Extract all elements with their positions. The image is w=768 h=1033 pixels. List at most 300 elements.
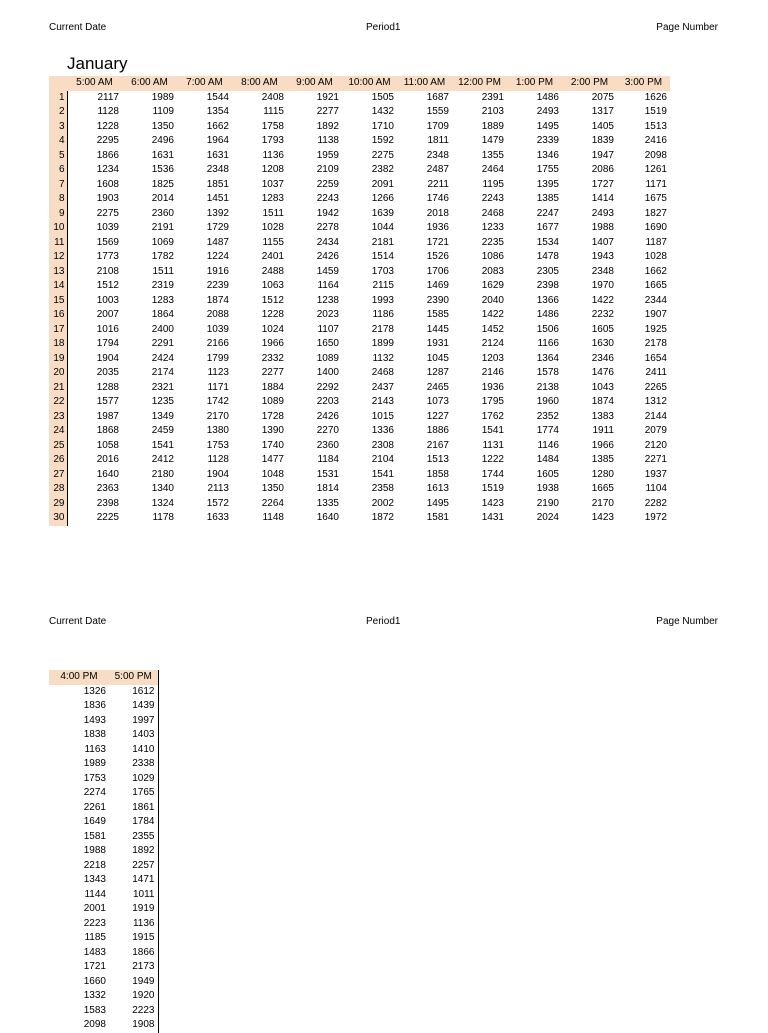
table-cell: 1907 — [644, 309, 667, 320]
table-cell: 1581 — [426, 512, 449, 523]
table-cell: 2468 — [481, 207, 504, 219]
table-cell: 1690 — [644, 222, 667, 233]
table-cell: 1868 — [96, 425, 119, 436]
table-cell: 1410 — [109, 743, 158, 758]
table-cell: 1709 — [426, 120, 449, 132]
table-cell: 2143 — [371, 396, 394, 407]
table-cell: 2086 — [591, 164, 614, 175]
table-cell: 1069 — [151, 236, 174, 248]
table-cell: 1471 — [109, 873, 158, 888]
header-page-number: Page Number — [656, 22, 718, 33]
table-cell: 1029 — [109, 772, 158, 787]
row-number: 25 — [49, 439, 67, 454]
table-cell: 1146 — [537, 439, 559, 451]
table-cell: 1633 — [206, 512, 229, 523]
table-row — [49, 801, 158, 816]
table-cell: 1238 — [316, 294, 339, 306]
table-cell: 1148 — [262, 512, 284, 523]
table-cell: 2103 — [481, 106, 504, 117]
table-cell: 1505 — [371, 91, 394, 103]
table-cell: 1773 — [96, 251, 119, 262]
table-cell: 1559 — [426, 106, 449, 117]
table-cell: 1765 — [109, 786, 158, 801]
table-cell: 2292 — [316, 381, 339, 393]
table-cell: 1649 — [83, 816, 106, 827]
table-cell: 1989 — [151, 91, 174, 103]
column-header: 5:00 AM — [67, 76, 122, 91]
table-cell: 2091 — [371, 178, 394, 190]
header-period-2: Period1 — [366, 616, 401, 627]
table-cell: 1519 — [644, 106, 667, 117]
table-cell: 1904 — [96, 352, 119, 364]
row-number: 15 — [49, 294, 67, 309]
table-row — [49, 352, 670, 367]
table-row — [49, 250, 670, 265]
table-cell: 1903 — [96, 193, 119, 204]
table-cell: 2275 — [96, 207, 119, 219]
table-cell: 2496 — [151, 135, 174, 146]
table-cell: 1132 — [372, 352, 394, 364]
table-cell: 1811 — [427, 135, 449, 146]
row-number: 11 — [49, 236, 67, 251]
table-cell: 1864 — [151, 309, 174, 320]
column-header: 3:00 PM — [617, 76, 670, 91]
table-row — [49, 439, 670, 454]
table-cell: 1577 — [96, 396, 119, 407]
column-header: 8:00 AM — [232, 76, 287, 91]
table-cell: 2487 — [426, 164, 449, 175]
table-cell: 1451 — [206, 193, 229, 204]
table-cell: 1920 — [109, 989, 158, 1004]
table-cell: 1839 — [591, 135, 614, 146]
table-cell: 1936 — [481, 381, 504, 393]
table-cell: 2464 — [481, 164, 504, 175]
table-cell: 2223 — [83, 917, 106, 929]
table-cell: 2264 — [261, 497, 284, 509]
table-cell: 1326 — [83, 685, 106, 697]
table-cell: 1899 — [371, 338, 394, 349]
table-cell: 1889 — [481, 120, 504, 132]
table-cell: 2259 — [316, 178, 339, 190]
table-row — [49, 815, 158, 830]
table-cell: 1048 — [261, 468, 284, 480]
table-cell: 2493 — [536, 106, 559, 117]
table-cell: 1422 — [481, 309, 504, 320]
table-cell: 2014 — [151, 193, 174, 204]
table-cell: 1727 — [591, 178, 614, 190]
table-cell: 2180 — [151, 468, 174, 480]
table-cell: 1324 — [151, 497, 174, 509]
table-row — [49, 873, 158, 888]
table-cell: 2277 — [316, 106, 339, 117]
table-cell: 1892 — [109, 844, 158, 859]
table-row — [49, 453, 670, 468]
table-cell: 2401 — [261, 251, 284, 262]
table-cell: 1195 — [482, 178, 504, 190]
table-cell: 1346 — [536, 149, 559, 161]
table-row — [49, 424, 670, 439]
row-number: 21 — [49, 381, 67, 396]
table-cell: 1988 — [83, 845, 106, 856]
table-cell: 1908 — [109, 1018, 158, 1033]
table-cell: 2434 — [316, 236, 339, 248]
table-row — [49, 685, 158, 700]
table-cell: 1872 — [371, 512, 394, 523]
row-number: 13 — [49, 265, 67, 280]
column-header: 11:00 AM — [397, 76, 452, 91]
table-cell: 2400 — [151, 323, 174, 335]
row-number: 18 — [49, 337, 67, 352]
table-cell: 1753 — [206, 439, 229, 451]
table-body — [49, 91, 670, 526]
row-number: 5 — [49, 149, 67, 164]
table-cell: 2190 — [536, 497, 559, 509]
table-cell: 1144 — [84, 888, 106, 900]
table-cell: 1107 — [317, 323, 339, 335]
table-row — [49, 149, 670, 164]
table-cell: 1858 — [426, 468, 449, 480]
table-cell: 1235 — [151, 396, 174, 407]
table-cell: 1366 — [536, 294, 559, 306]
table-cell: 1721 — [426, 236, 449, 248]
table-cell: 1966 — [591, 439, 614, 451]
table-row — [49, 134, 670, 149]
table-cell: 1343 — [83, 874, 106, 885]
table-cell: 1703 — [371, 265, 394, 277]
table-cell: 1486 — [536, 309, 559, 320]
table-cell: 2178 — [371, 323, 394, 335]
table-cell: 1662 — [206, 120, 229, 132]
table-cell: 2352 — [536, 410, 559, 422]
row-number: 26 — [49, 453, 67, 468]
table-cell: 2173 — [109, 960, 158, 975]
table-cell: 1936 — [426, 222, 449, 233]
table-cell: 1782 — [151, 251, 174, 262]
table-row — [49, 888, 158, 903]
table-cell: 1187 — [645, 236, 667, 248]
table-row — [49, 337, 670, 352]
table-cell: 2437 — [371, 381, 394, 393]
table-cell: 1128 — [97, 106, 119, 117]
table-cell: 2098 — [83, 1019, 106, 1030]
table-cell: 1675 — [644, 193, 667, 204]
table-cell: 1964 — [206, 135, 229, 146]
table-row — [49, 468, 670, 483]
table-cell: 1405 — [591, 120, 614, 132]
table-row — [49, 743, 158, 758]
table-cell: 1911 — [592, 425, 614, 436]
table-cell: 1784 — [109, 815, 158, 830]
table-cell: 2247 — [536, 207, 559, 219]
row-number: 12 — [49, 250, 67, 265]
table-row — [49, 728, 158, 743]
table-cell: 2191 — [151, 222, 174, 233]
table-cell: 1495 — [536, 120, 559, 132]
table-cell: 1403 — [109, 728, 158, 743]
table-cell: 2166 — [206, 338, 229, 349]
table-cell: 1987 — [96, 410, 119, 422]
table-cell: 1335 — [316, 497, 339, 509]
table-cell: 1477 — [261, 454, 284, 465]
table-cell: 1332 — [83, 990, 106, 1001]
table-cell: 2016 — [96, 454, 119, 465]
table-cell: 2319 — [151, 280, 174, 291]
table-cell: 1740 — [261, 439, 284, 451]
table-cell: 1312 — [644, 396, 667, 407]
table-cell: 1414 — [591, 193, 614, 204]
table-cell: 1469 — [426, 280, 449, 291]
table-cell: 1572 — [206, 497, 229, 509]
table-cell: 1024 — [261, 323, 284, 335]
table-cell: 1753 — [83, 772, 106, 784]
table-cell: 1937 — [644, 468, 667, 480]
table-cell: 2426 — [316, 410, 339, 422]
table-cell: 1640 — [96, 468, 119, 480]
table-cell: 1171 — [207, 381, 229, 393]
table-cell: 2075 — [591, 91, 614, 103]
table-cell: 2398 — [96, 497, 119, 509]
table-cell: 2146 — [481, 367, 504, 378]
table-cell: 2291 — [151, 338, 174, 349]
table-cell: 1155 — [262, 236, 284, 248]
table-row — [49, 323, 670, 338]
row-number: 29 — [49, 497, 67, 512]
table-cell: 1224 — [206, 251, 229, 262]
table-cell: 1892 — [316, 120, 339, 132]
column-header: 7:00 AM — [177, 76, 232, 91]
table-cell: 1407 — [591, 236, 614, 248]
row-number: 9 — [49, 207, 67, 222]
row-number: 20 — [49, 366, 67, 381]
table-cell: 2117 — [97, 91, 119, 103]
table-row — [49, 105, 670, 120]
table-cell: 1665 — [644, 280, 667, 291]
table-cell: 1512 — [96, 280, 119, 291]
table-cell: 1028 — [261, 222, 284, 233]
table-cell: 1283 — [261, 193, 284, 204]
table-cell: 1861 — [109, 801, 158, 816]
table-cell: 1164 — [317, 280, 339, 291]
table-row — [49, 381, 670, 396]
table-cell: 1261 — [644, 164, 667, 175]
column-header: 6:00 AM — [122, 76, 177, 91]
table-row — [49, 221, 670, 236]
table-cell: 2295 — [96, 135, 119, 146]
row-number: 2 — [49, 105, 67, 120]
table-cell: 1422 — [591, 294, 614, 306]
table-cell: 1687 — [426, 91, 449, 103]
table-cell: 1513 — [644, 120, 667, 132]
table-cell: 1519 — [481, 483, 504, 494]
table-cell: 1631 — [206, 149, 229, 161]
table-row — [49, 207, 670, 222]
table-cell: 1721 — [83, 961, 106, 972]
table-cell: 2339 — [536, 135, 559, 146]
table-cell: 1578 — [536, 367, 559, 378]
table-row — [49, 714, 158, 729]
row-number: 22 — [49, 395, 67, 410]
table-cell: 2282 — [644, 497, 667, 509]
table-cell: 2338 — [109, 757, 158, 772]
table-cell: 2035 — [96, 367, 119, 378]
table-cell: 1866 — [109, 946, 158, 961]
table-cell: 2170 — [206, 410, 229, 422]
table-cell: 1970 — [591, 280, 614, 291]
table-cell: 1028 — [644, 251, 667, 262]
table-cell: 2412 — [151, 454, 174, 465]
column-header: 10:00 AM — [342, 76, 397, 91]
table-row — [49, 830, 158, 845]
table-cell: 1592 — [371, 135, 394, 146]
table-row — [49, 699, 158, 714]
table-cell: 1827 — [644, 207, 667, 219]
table-cell: 1605 — [536, 468, 559, 480]
table-cell: 1350 — [261, 483, 284, 494]
table-cell: 2275 — [371, 149, 394, 161]
row-number: 14 — [49, 279, 67, 294]
table-cell: 1511 — [262, 207, 284, 219]
table-cell: 1039 — [206, 323, 229, 335]
column-header: 12:00 PM — [452, 76, 507, 91]
table-row — [49, 265, 670, 280]
table-cell: 2223 — [109, 1004, 158, 1019]
table-cell: 1874 — [206, 294, 229, 306]
table-cell: 1128 — [207, 454, 229, 465]
table-cell: 1385 — [591, 454, 614, 465]
table-cell: 2344 — [644, 294, 667, 306]
table-cell: 1171 — [645, 178, 667, 190]
table-cell: 2225 — [96, 512, 119, 523]
table-row — [49, 902, 158, 917]
table-cell: 1445 — [426, 323, 449, 335]
table-cell: 1947 — [591, 149, 614, 161]
table-row — [49, 511, 670, 526]
table-cell: 1511 — [152, 265, 174, 277]
table-cell: 2088 — [206, 309, 229, 320]
table-cell: 1949 — [109, 975, 158, 990]
column-header: 4:00 PM — [49, 670, 109, 685]
table-cell: 2305 — [536, 265, 559, 277]
table-cell: 2001 — [83, 903, 106, 914]
table-cell: 1919 — [109, 902, 158, 917]
table-cell: 1677 — [536, 222, 559, 233]
table-cell: 2109 — [316, 164, 339, 175]
table-cell: 1484 — [536, 454, 559, 465]
table-cell: 1585 — [426, 309, 449, 320]
table-row — [49, 859, 158, 874]
table-row — [49, 1004, 158, 1019]
month-title: January — [67, 54, 128, 73]
table-cell: 2002 — [371, 497, 394, 509]
table-cell: 1400 — [316, 367, 339, 378]
table-cell: 1349 — [151, 410, 174, 422]
table-cell: 1086 — [481, 251, 504, 262]
table-row — [49, 163, 670, 178]
table-row — [49, 757, 158, 772]
column-header: 2:00 PM — [562, 76, 617, 91]
table-cell: 2098 — [644, 149, 667, 161]
table-cell: 1629 — [481, 280, 504, 291]
table-cell: 1774 — [536, 425, 559, 436]
table-cell: 1104 — [645, 483, 667, 494]
column-header: 5:00 PM — [109, 670, 158, 685]
table-cell: 2363 — [96, 483, 119, 494]
table-cell: 1746 — [426, 193, 449, 204]
table-cell: 1011 — [109, 888, 158, 903]
header-page-number-2: Page Number — [656, 616, 718, 627]
table-cell: 1938 — [536, 483, 559, 494]
table-cell: 2426 — [316, 251, 339, 262]
table-corner-cell — [49, 76, 67, 91]
table-cell: 2348 — [426, 149, 449, 161]
table-cell: 1744 — [481, 468, 504, 480]
table-cell: 1288 — [96, 381, 119, 393]
table-cell: 1340 — [151, 483, 174, 494]
table-cell: 1280 — [591, 468, 614, 480]
row-number: 16 — [49, 308, 67, 323]
table-cell: 2493 — [591, 207, 614, 219]
table-cell: 2235 — [481, 236, 504, 248]
table-cell: 1089 — [261, 396, 284, 407]
table-cell: 1136 — [109, 917, 158, 932]
table-header-row-2 — [49, 670, 158, 685]
table-cell: 2346 — [591, 352, 614, 364]
table-cell: 1631 — [151, 149, 174, 161]
table-cell: 1227 — [426, 410, 449, 422]
table-cell: 1123 — [207, 367, 229, 378]
table-row — [49, 192, 670, 207]
table-cell: 1921 — [316, 91, 339, 103]
table-cell: 1383 — [591, 410, 614, 422]
row-number: 24 — [49, 424, 67, 439]
table-cell: 2211 — [427, 178, 449, 190]
table-cell: 2408 — [261, 91, 284, 103]
table-cell: 2181 — [371, 236, 394, 248]
table-cell: 1640 — [316, 512, 339, 523]
table-row — [49, 931, 158, 946]
table-cell: 1016 — [96, 323, 119, 335]
table-cell: 1459 — [316, 265, 339, 277]
table-cell: 2124 — [481, 338, 504, 349]
table-cell: 2174 — [151, 367, 174, 378]
table-cell: 2144 — [644, 410, 667, 422]
table-cell: 1506 — [536, 323, 559, 335]
table-cell: 2390 — [426, 294, 449, 306]
table-cell: 1392 — [206, 207, 229, 219]
table-cell: 1483 — [83, 946, 106, 958]
table-body-2 — [49, 685, 158, 1033]
table-cell: 1793 — [261, 135, 284, 146]
table-cell: 1432 — [371, 106, 394, 117]
table-cell: 1612 — [109, 685, 158, 700]
table-cell: 1178 — [152, 512, 174, 523]
table-cell: 1136 — [262, 149, 284, 161]
table-cell: 2278 — [316, 222, 339, 233]
table-cell: 1972 — [644, 512, 667, 523]
table-cell: 2232 — [591, 309, 614, 320]
table-cell: 1729 — [206, 222, 229, 233]
table-cell: 1439 — [109, 699, 158, 714]
table-cell: 2115 — [372, 280, 394, 291]
column-header: 9:00 AM — [287, 76, 342, 91]
row-number: 4 — [49, 134, 67, 149]
table-cell: 1423 — [481, 497, 504, 509]
table-cell: 1185 — [84, 932, 106, 943]
table-cell: 1478 — [536, 251, 559, 262]
table-cell: 1569 — [96, 236, 119, 248]
table-cell: 1283 — [151, 294, 174, 306]
table-cell: 1959 — [316, 149, 339, 161]
